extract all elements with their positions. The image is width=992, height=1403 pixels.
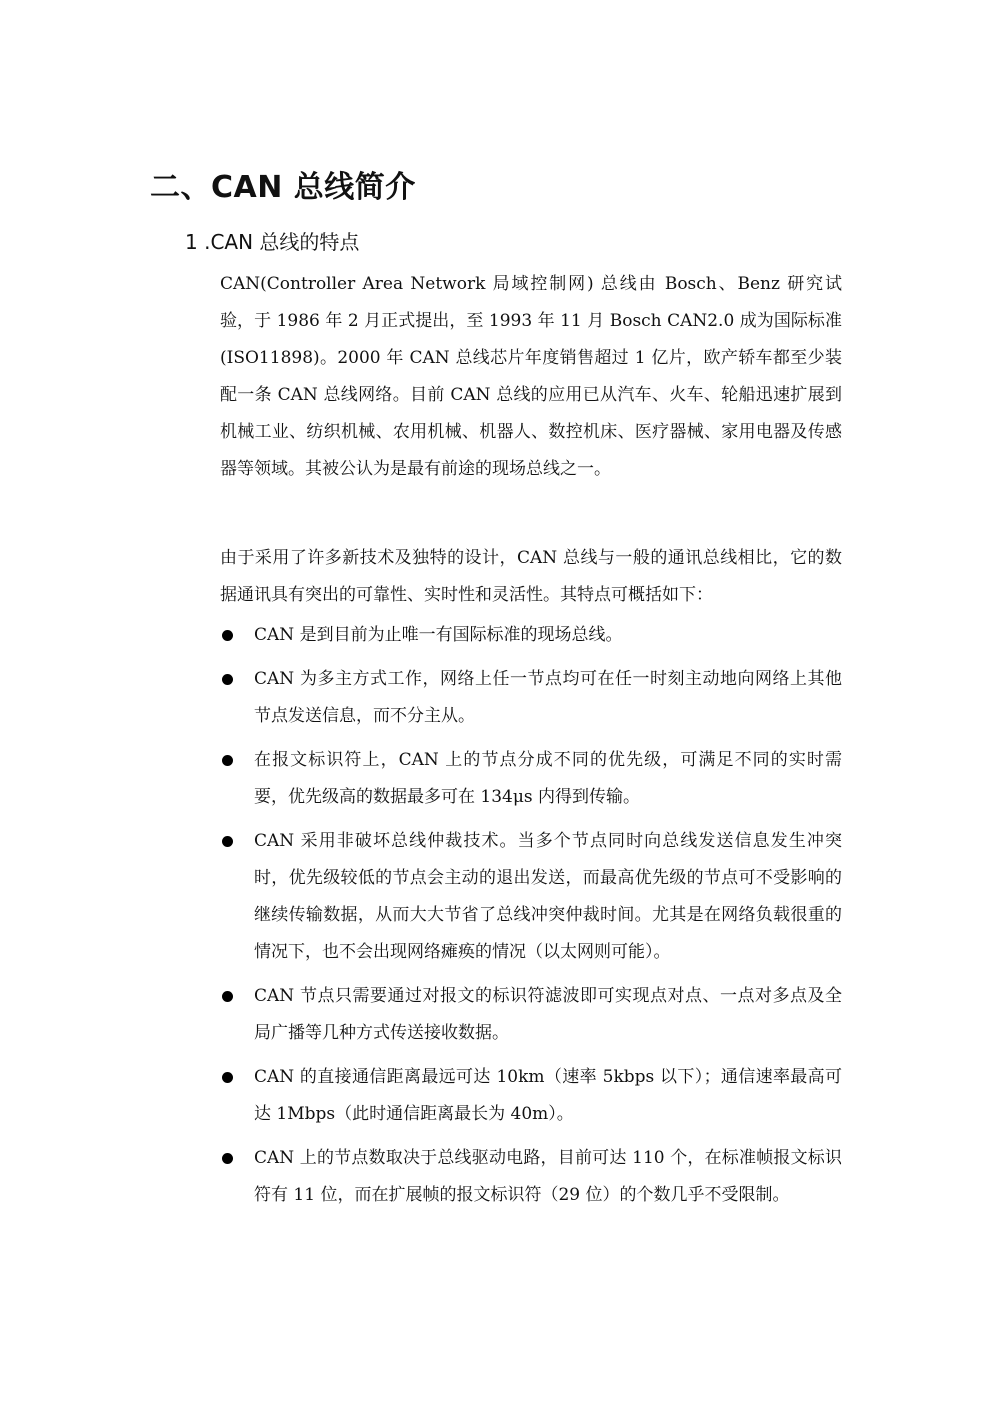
subsection-title: 1 .CAN 总线的特点 xyxy=(185,230,360,254)
intro-paragraph: CAN(Controller Area Network 局域控制网) 总线由 Bosch、Benz 研究试验，于 1986 年 2 月正式提出，至 1993 年 11 月 Bosch CAN2.0 成为国际标准(ISO11898)。2000 年 CAN 总线芯片年度销售超过 1 亿片，欧产轿车都至少装配一条 CAN 总线网络。目前 CAN 总线的应用已从汽车、火车、轮船迅速扩展到机械工业、纺织机械、农用机械、机器人、数控机床、医疗器械、家用电器及传感器等领域。其被公认为是最有前途的现场总线之一。 xyxy=(220,274,842,479)
list-item xyxy=(220,742,842,816)
list-item xyxy=(220,1059,842,1133)
list-item-text: CAN 采用非破坏总线仲裁技术。当多个节点同时向总线发送信息发生冲突时，优先级较低的节点会主动的退出发送，而最高优先级的节点可不受影响的继续传输数据，从而大大节省了总线冲突仲裁时间。尤其是在网络负载很重的情况下，也不会出现网络瘫痪的情况（以太网则可能）。 xyxy=(254,831,842,962)
list-item-text: CAN 上的节点数取决于总线驱动电路，目前可达 110 个，在标准帧报文标识符有 11 位，而在扩展帧的报文标识符（29 位）的个数几乎不受限制。 xyxy=(254,1148,842,1205)
list-item-text: CAN 是到目前为止唯一有国际标准的现场总线。 xyxy=(254,625,623,645)
bullet-icon xyxy=(222,1153,233,1164)
bullet-icon xyxy=(222,674,233,685)
bullet-icon xyxy=(222,755,233,766)
bullet-icon xyxy=(222,1072,233,1083)
features-lead-paragraph: 由于采用了许多新技术及独特的设计，CAN 总线与一般的通讯总线相比，它的数据通讯具有突出的可靠性、实时性和灵活性。其特点可概括如下： xyxy=(220,548,842,605)
list-item xyxy=(220,978,842,1052)
bullet-icon xyxy=(222,630,233,641)
list-item-text: CAN 的直接通信距离最远可达 10km（速率 5kbps 以下）；通信速率最高可达 1Mbps（此时通信距离最长为 40m）。 xyxy=(254,1067,842,1124)
list-item-text: 在报文标识符上，CAN 上的节点分成不同的优先级，可满足不同的实时需要，优先级高的数据最多可在 134μs 内得到传输。 xyxy=(254,750,842,807)
list-item-text: CAN 为多主方式工作，网络上任一节点均可在任一时刻主动地向网络上其他节点发送信息，而不分主从。 xyxy=(254,669,842,726)
list-item xyxy=(220,1140,842,1214)
list-item xyxy=(220,661,842,735)
list-item xyxy=(220,823,842,971)
section-title: 二、CAN 总线简介 xyxy=(150,170,416,205)
list-item xyxy=(220,617,842,654)
bullet-icon xyxy=(222,991,233,1002)
bullet-icon xyxy=(222,836,233,847)
feature-list xyxy=(220,617,842,1221)
list-item-text: CAN 节点只需要通过对报文的标识符滤波即可实现点对点、一点对多点及全局广播等几种方式传送接收数据。 xyxy=(254,986,842,1043)
